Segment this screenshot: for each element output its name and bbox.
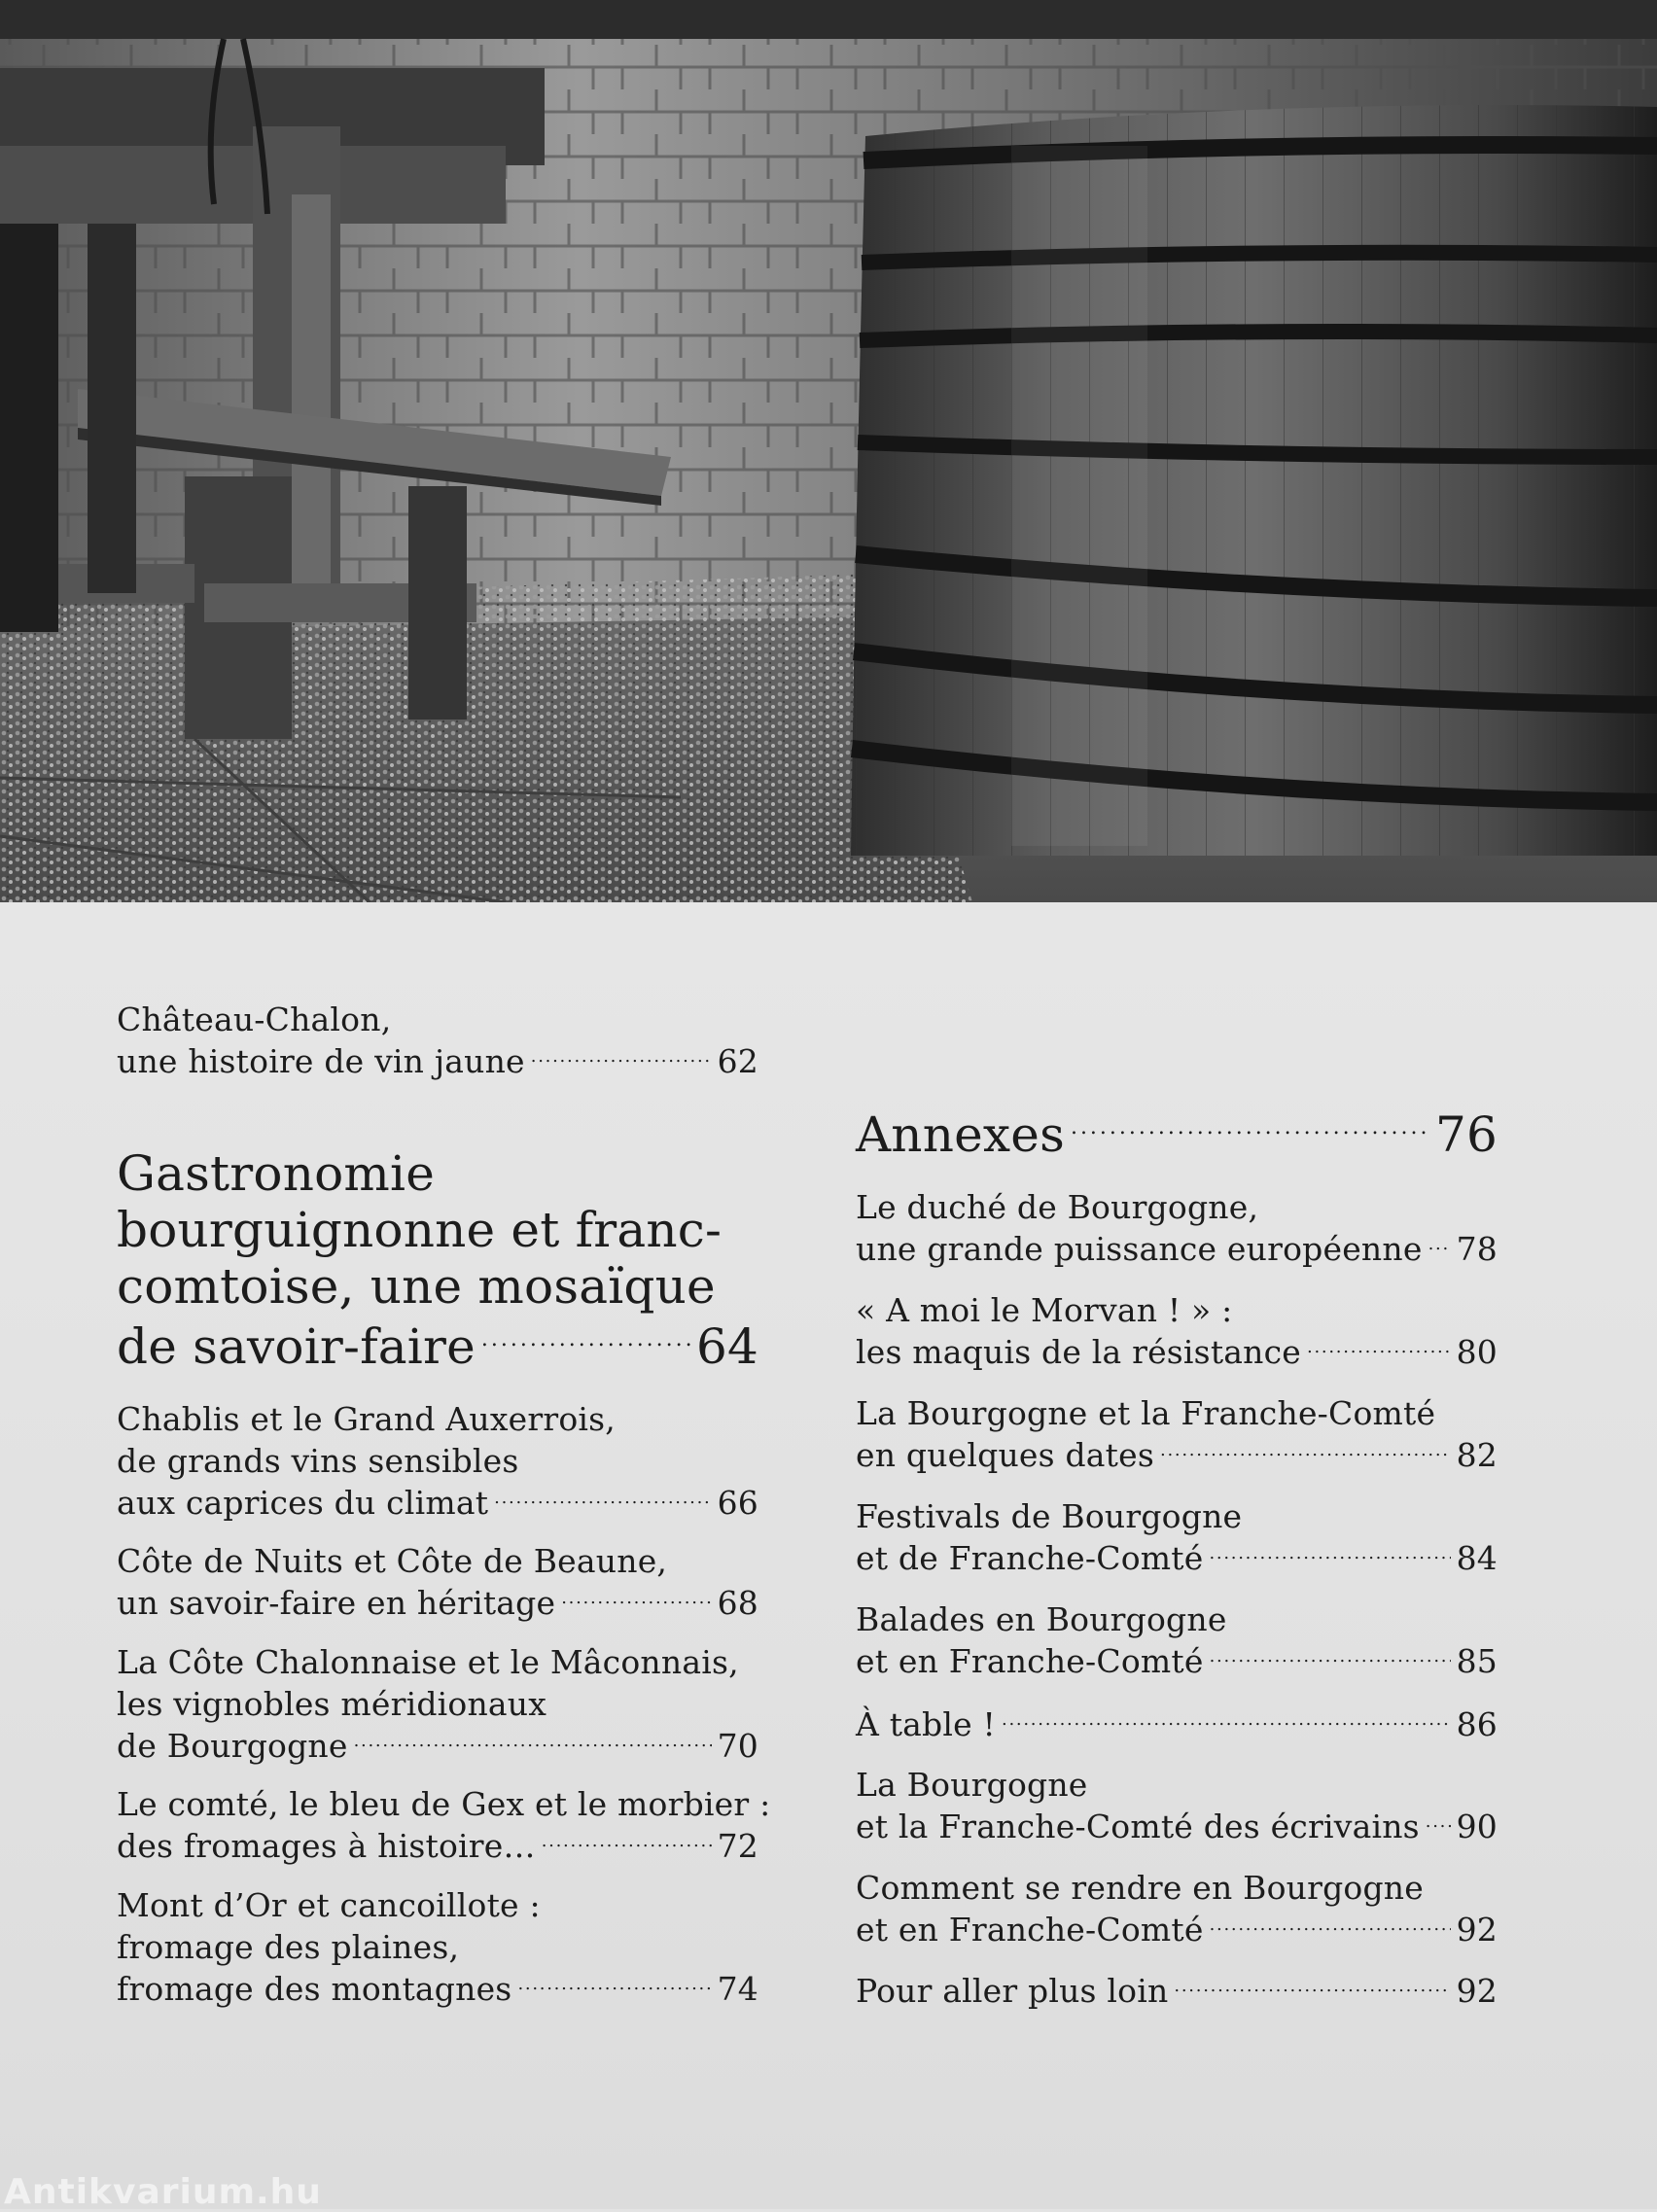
toc-page-number: 68 (717, 1584, 758, 1622)
toc-page-number: 80 (1456, 1333, 1498, 1371)
toc-section-heading (856, 1103, 1498, 1163)
toc-entry (856, 1186, 1498, 1270)
dot-leader (1071, 1103, 1429, 1151)
toc-page-number: 84 (1456, 1539, 1498, 1577)
toc-entry (856, 1970, 1498, 2012)
toc-entry (117, 1641, 758, 1767)
toc-page-number: 64 (695, 1318, 758, 1375)
dot-leader (561, 1582, 711, 1614)
toc-entry-line: La Bourgogne (856, 1766, 1088, 1804)
toc-page-number: 72 (717, 1827, 758, 1865)
toc-page-number: 74 (717, 1970, 758, 2008)
toc-page-number: 70 (717, 1727, 758, 1765)
toc-entry (117, 1398, 758, 1524)
dot-leader (1426, 1806, 1451, 1838)
toc-entry (117, 1783, 771, 1867)
dot-leader (1002, 1703, 1451, 1736)
toc-entry-line: Annexes (856, 1106, 1065, 1163)
toc-entry-line: et de Franche-Comté (856, 1539, 1204, 1577)
dot-leader (481, 1315, 690, 1363)
toc-entry-line: des fromages à histoire… (117, 1827, 536, 1865)
toc-entry (856, 1495, 1498, 1579)
toc-page-number: 90 (1456, 1808, 1498, 1845)
toc-entry-line: Mont d’Or et cancoillote : (117, 1886, 541, 1924)
toc-entry-line: un savoir-faire en héritage (117, 1584, 556, 1622)
toc-entry-line: Château-Chalon, (117, 1001, 392, 1038)
toc-entry-line: Le comté, le bleu de Gex et le morbier : (117, 1785, 771, 1823)
toc-entry-line: Balades en Bourgogne (856, 1600, 1227, 1638)
toc-entry (117, 1540, 758, 1624)
toc-entry (117, 1884, 758, 2010)
toc-page (0, 902, 1657, 2209)
dot-leader (1174, 1970, 1450, 2002)
toc-page-number: 62 (717, 1042, 758, 1080)
toc-entry (856, 1598, 1498, 1682)
toc-page-number: 85 (1456, 1642, 1498, 1680)
toc-entry-line: Festivals de Bourgogne (856, 1497, 1243, 1535)
toc-page-number: 76 (1434, 1106, 1498, 1163)
dot-leader (354, 1725, 712, 1757)
dot-leader (1307, 1331, 1451, 1363)
toc-entry (856, 1764, 1498, 1847)
toc-page-number: 86 (1456, 1705, 1498, 1743)
dot-leader (1160, 1434, 1451, 1466)
dot-leader (531, 1040, 712, 1072)
toc-entry (117, 999, 758, 1082)
watermark: Antikvarium.hu (4, 2172, 322, 2212)
toc-section-heading (117, 1145, 758, 1375)
toc-entry-line: aux caprices du climat (117, 1484, 489, 1522)
toc-entry-line: À table ! (856, 1705, 997, 1743)
toc-entry-line: en quelques dates (856, 1436, 1154, 1474)
toc-entry-line: comtoise, une mosaïque (117, 1258, 716, 1315)
toc-entry-line: La Bourgogne et la Franche-Comté (856, 1394, 1436, 1432)
toc-entry-line: Comment se rendre en Bourgogne (856, 1869, 1424, 1907)
dot-leader (1209, 1537, 1450, 1569)
dot-leader (1210, 1640, 1451, 1672)
toc-page-number: 92 (1456, 1972, 1498, 2010)
toc-entry-line: et la Franche-Comté des écrivains (856, 1808, 1420, 1845)
dot-leader (1428, 1228, 1451, 1260)
toc-entry (856, 1392, 1498, 1476)
toc-entry (856, 1703, 1498, 1745)
toc-entry-line: La Côte Chalonnaise et le Mâconnais, (117, 1643, 739, 1681)
toc-entry-line: les maquis de la résistance (856, 1333, 1302, 1371)
toc-page-number: 66 (717, 1484, 758, 1522)
toc-entry-line: et en Franche-Comté (856, 1642, 1204, 1680)
toc-page-number: 92 (1456, 1911, 1498, 1949)
toc-entry-line: de savoir-faire (117, 1318, 476, 1375)
toc-entry-line: une grande puissance européenne (856, 1230, 1423, 1268)
toc-entry-line: bourguignonne et franc- (117, 1202, 723, 1258)
toc-entry-line: fromage des plaines, (117, 1928, 460, 1966)
cellar-photo (0, 0, 1657, 902)
toc-entry-line: les vignobles méridionaux (117, 1685, 547, 1723)
dot-leader (542, 1825, 712, 1857)
toc-entry-line: « A moi le Morvan ! » : (856, 1291, 1233, 1329)
toc-entry-line: et en Franche-Comté (856, 1911, 1204, 1949)
cellar-photo-illustration (0, 0, 1657, 902)
dot-leader (1210, 1909, 1451, 1941)
toc-entry-line: Chablis et le Grand Auxerrois, (117, 1400, 616, 1438)
toc-entry-line: fromage des montagnes (117, 1970, 512, 2008)
dot-leader (494, 1482, 711, 1514)
toc-entry-line: de grands vins sensibles (117, 1442, 519, 1480)
toc-page-number: 82 (1456, 1436, 1498, 1474)
dot-leader (517, 1968, 711, 2000)
toc-entry-line: de Bourgogne (117, 1727, 348, 1765)
toc-entry-line: une histoire de vin jaune (117, 1042, 525, 1080)
toc-entry (856, 1867, 1498, 1950)
toc-entry-line: Le duché de Bourgogne, (856, 1188, 1259, 1226)
toc-entry-line: Gastronomie (117, 1145, 436, 1202)
toc-entry (856, 1289, 1498, 1373)
toc-entry-line: Pour aller plus loin (856, 1972, 1169, 2010)
toc-page-number: 78 (1456, 1230, 1498, 1268)
toc-entry-line: Côte de Nuits et Côte de Beaune, (117, 1542, 668, 1580)
